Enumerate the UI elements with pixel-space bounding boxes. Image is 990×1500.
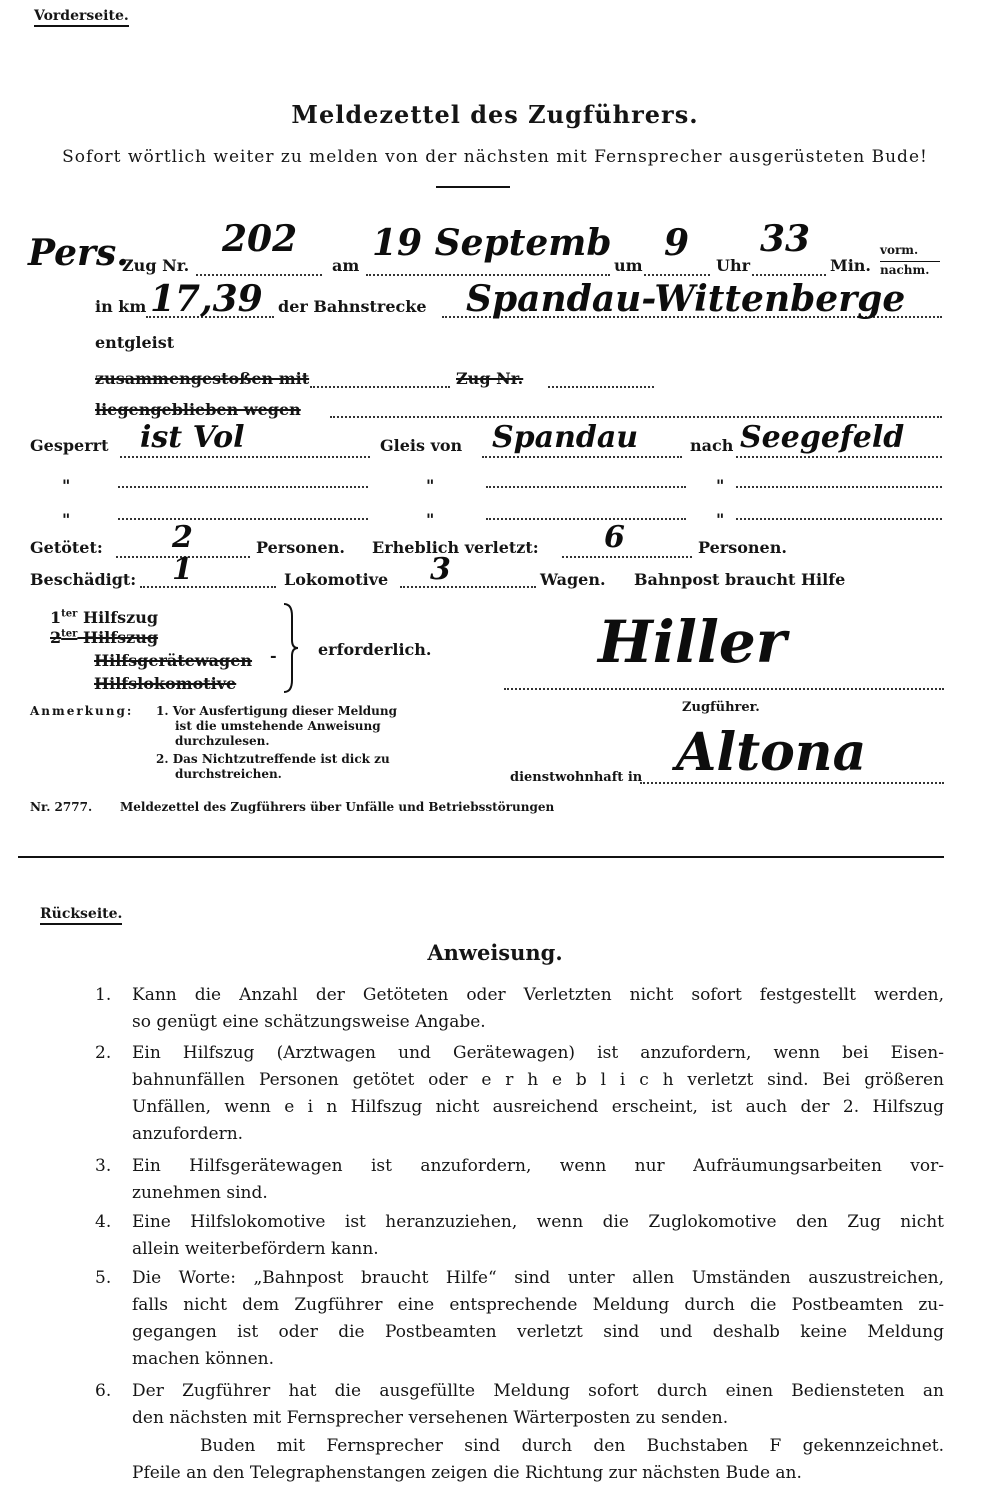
section-divider [18,856,944,858]
dienstwohnhaft-value: Altona [676,722,867,783]
instruction-line: zunehmen sind. [132,1183,268,1203]
instruction-line: machen können. [132,1349,274,1369]
instruction-line: allein weiterbefördern kann. [132,1239,379,1259]
instruction-line: anzufordern. [132,1124,244,1144]
km-value: 17,39 [150,278,263,320]
erheblich-label: Erheblich verletzt: [372,538,539,557]
ditto-mark: " [62,510,71,529]
note-2-line-1: 2. Das Nichtzutreffende ist dick zu [156,752,390,766]
note-2-line-2: durchstreichen. [175,767,282,781]
nachm-label: nachm. [880,263,930,277]
front-side-label: Vorderseite. [34,8,129,27]
title-divider [436,186,510,188]
anmerkung-label: Anmerkung: [30,704,134,718]
hilfsgeraetewagen-label: Hilfsgerätewagen [94,651,253,670]
personen-label-2: Personen. [698,538,787,557]
gleis-label: Gleis von [380,436,463,455]
wagen-label: Wagen. [540,570,606,589]
handwritten-prefix: Pers. [28,232,129,274]
instruction-line: den nächsten mit Fernsprecher versehenen Wärterposten zu senden. [132,1408,729,1428]
zug-nr-struck: Zug Nr. [456,369,524,388]
strecke-label: der Bahnstrecke [278,297,427,316]
strecke-value: Spandau-Wittenberge [466,278,906,320]
hilfslokomotive-label: Hilfslokomotive [94,674,237,693]
instruction-line: so genügt eine schätzungsweise Angabe. [132,1012,486,1032]
instruction-number: 5. [95,1268,112,1288]
instruction-number: 4. [95,1212,112,1232]
zusammengestossen-label: zusammengestoßen mit [95,369,310,388]
dienstwohnhaft-label: dienstwohnhaft in [510,770,643,785]
ditto-mark: " [426,510,435,529]
instruction-number: 2. [95,1043,112,1063]
verletzt-value: 6 [604,520,625,555]
entgleist-label: entgleist [95,333,175,352]
hilfs-dash: - [270,646,277,665]
gesperrt-value: ist Vol [140,420,245,455]
zug-number-value: 202 [222,218,298,260]
instruction-line: Eine Hilfslokomotive ist heranzuziehen, wenn die Zuglokomotive den Zug nicht [132,1212,944,1232]
note-1-line-2: ist die umstehende Anweisung [175,719,381,733]
getoetet-label: Getötet: [30,538,103,557]
bahnpost-label: Bahnpost braucht Hilfe [634,570,846,589]
km-label: in km [95,297,147,316]
form-subtitle: Sofort wörtlich weiter zu melden von der nächsten mit Fernsprecher ausgerüsteten Bude! [62,147,928,167]
ditto-mark: " [62,476,71,495]
signature: Hiller [598,608,787,676]
instruction-line: bahnunfällen Personen getötet oder e r h e b l i c h verletzt sind. Bei größeren [132,1070,944,1090]
instruction-number: 1. [95,985,112,1005]
form-title: Meldezettel des Zugführers. [291,100,699,129]
nach-label: nach [690,436,734,455]
instruction-line: Der Zugführer hat die ausgefüllte Meldung sofort durch einen Bediensteten an [132,1381,944,1401]
beschaedigt-label: Beschädigt: [30,570,137,589]
liegengeblieben-label: liegengeblieben wegen [95,400,301,419]
gesperrt-label: Gesperrt [30,436,109,455]
note-1-line-1: 1. Vor Ausfertigung dieser Meldung [156,704,398,718]
instruction-line: Unfällen, wenn e i n Hilfszug nicht ausreichend erscheint, ist auch der 2. Hilfszug [132,1097,944,1117]
brace-icon [280,602,300,694]
wagen-value: 3 [430,552,451,587]
note-1-line-3: durchzulesen. [175,734,270,748]
ditto-mark: " [426,476,435,495]
instruction-line: Die Worte: „Bahnpost braucht Hilfe“ sind unter allen Umständen auszustreichen, [132,1268,944,1288]
ditto-mark: " [716,476,725,495]
gleis-to-value: Seegefeld [740,420,905,455]
ditto-mark: " [716,510,725,529]
um-label: um [614,256,643,275]
instruction-line: Buden mit Fernsprecher sind durch den Buchstaben F gekennzeichnet. [200,1436,944,1456]
instruction-number: 3. [95,1156,112,1176]
erforderlich-label: erforderlich. [318,640,432,659]
anweisung-heading: Anweisung. [427,940,563,965]
instruction-line: Pfeile an den Telegraphenstangen zeigen die Richtung zur nächsten Bude an. [132,1463,802,1483]
hilfszug-1-label: $1^{ter}$ Hilfszug [50,608,159,627]
uhr-label: Uhr [716,256,751,275]
getoetet-value: 2 [172,520,193,555]
gleis-from-value: Spandau [492,420,639,455]
instruction-line: falls nicht dem Zugführer eine entsprechende Meldung durch die Postbeamten zu- [132,1295,944,1315]
zugfuehrer-label: Zugführer. [682,700,760,715]
vorm-label: vorm. [880,243,919,257]
date-value: 19 Septemb [372,222,612,264]
personen-label-1: Personen. [256,538,345,557]
instruction-line: Kann die Anzahl der Getöteten oder Verletzten nicht sofort festgestellt werden, [132,985,944,1005]
am-label: am [332,256,360,275]
form-number: Nr. 2777. [30,800,93,814]
form-description: Meldezettel des Zugführers über Unfälle und Betriebsstörungen [120,800,555,814]
instruction-line: Ein Hilfszug (Arztwagen und Gerätewagen) ist anzufordern, wenn bei Eisen- [132,1043,944,1063]
instruction-number: 6. [95,1381,112,1401]
instruction-line: gegangen ist oder die Postbeamten verletzt sind und deshalb keine Meldung [132,1322,944,1342]
hour-value: 9 [664,222,690,264]
zug-label: Zug Nr. [122,256,190,275]
lokomotive-label: Lokomotive [284,570,389,589]
min-label: Min. [830,256,871,275]
hilfszug-2-label: $2^{ter}$ Hilfszug [50,628,159,647]
minute-value: 33 [760,218,811,260]
instruction-line: Ein Hilfsgerätewagen ist anzufordern, wenn nur Aufräumungsarbeiten vor- [132,1156,944,1176]
lokomotive-value: 1 [172,552,193,587]
back-side-label: Rückseite. [40,906,122,925]
